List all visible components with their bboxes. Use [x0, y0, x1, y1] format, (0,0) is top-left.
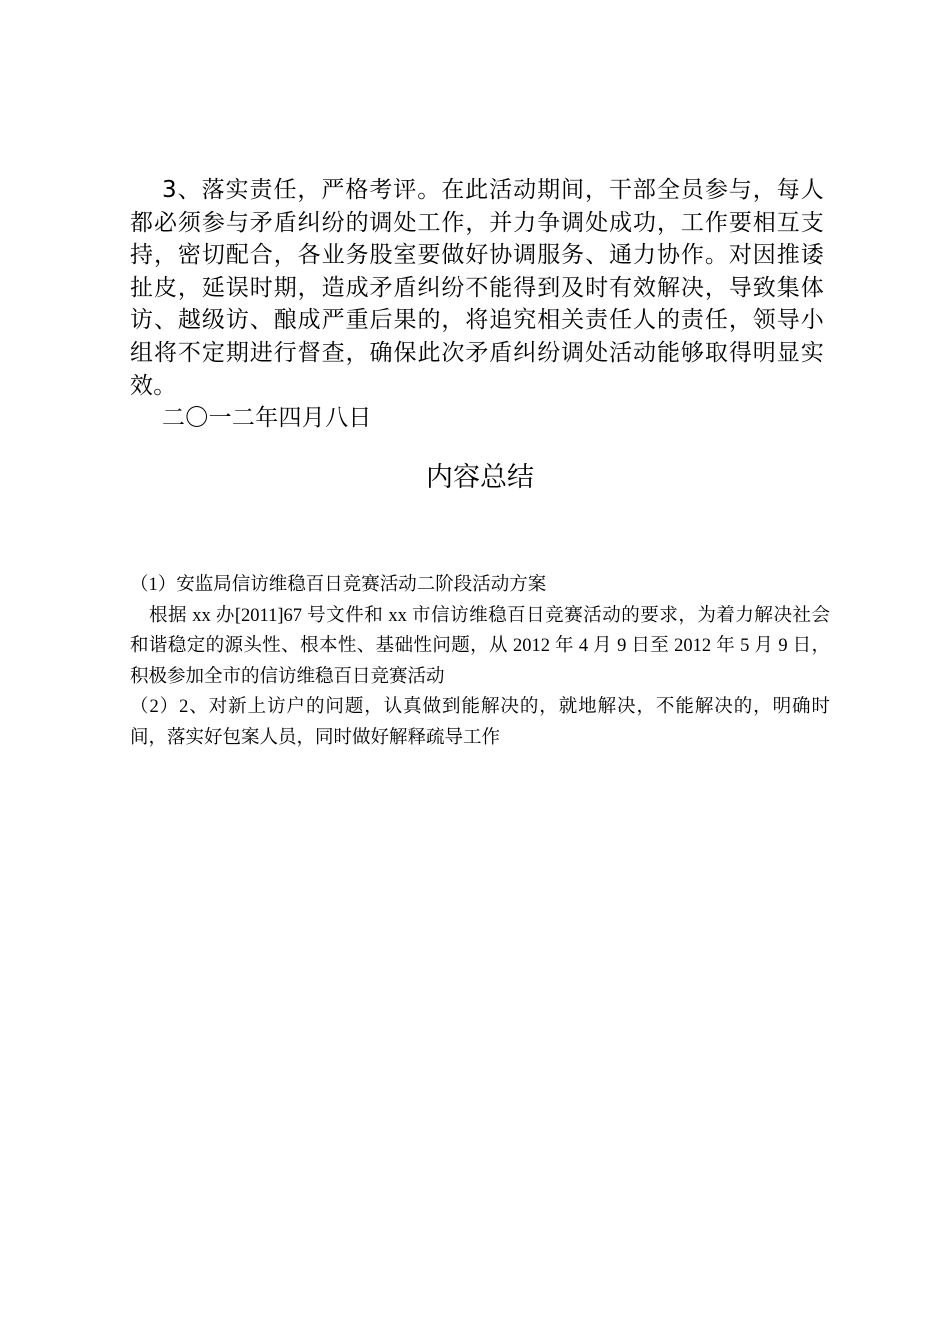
- responsibility-paragraph: 3、落实责任，严格考评。在此活动期间，干部全员参与，每人都必须参与矛盾纠纷的调处工作，并力争调处成功，工作要相互支持，密切配合，各业务股室要做好协调服务、通力协作。对因推诿扯皮，延误时期，造成矛盾纠纷不能得到及时有效解决，导致集体访、越级访、酿成严重后果的，将追究相关责任人的责任，领导小组将不定期进行督查，确保此次矛盾纠纷调处活动能够取得明显实效。: [130, 177, 824, 399]
- summary-item-1-body: 根据 xx 办[2011]67 号文件和 xx 市信访维稳百日竞赛活动的要求，为着力解决社会和谐稳定的源头性、根本性、基础性问题，从 2012 年 4 月 9 日至 2012 年 5 月 9 日，积极参加全市的信访维稳百日竞赛活动: [130, 605, 830, 687]
- summary-title: 内容总结: [426, 462, 534, 493]
- document-date: 二〇一二年四月八日: [162, 405, 372, 432]
- summary-content: [130, 570, 830, 754]
- main-content: [130, 174, 824, 435]
- summary-item-1-heading: （1）安监局信访维稳百日竞赛活动二阶段活动方案: [130, 575, 547, 595]
- summary-item-2: （2）2、对新上访户的问题，认真做到能解决的，就地解决，不能解决的，明确时间，落实好包案人员，同时做好解释疏导工作: [130, 697, 830, 748]
